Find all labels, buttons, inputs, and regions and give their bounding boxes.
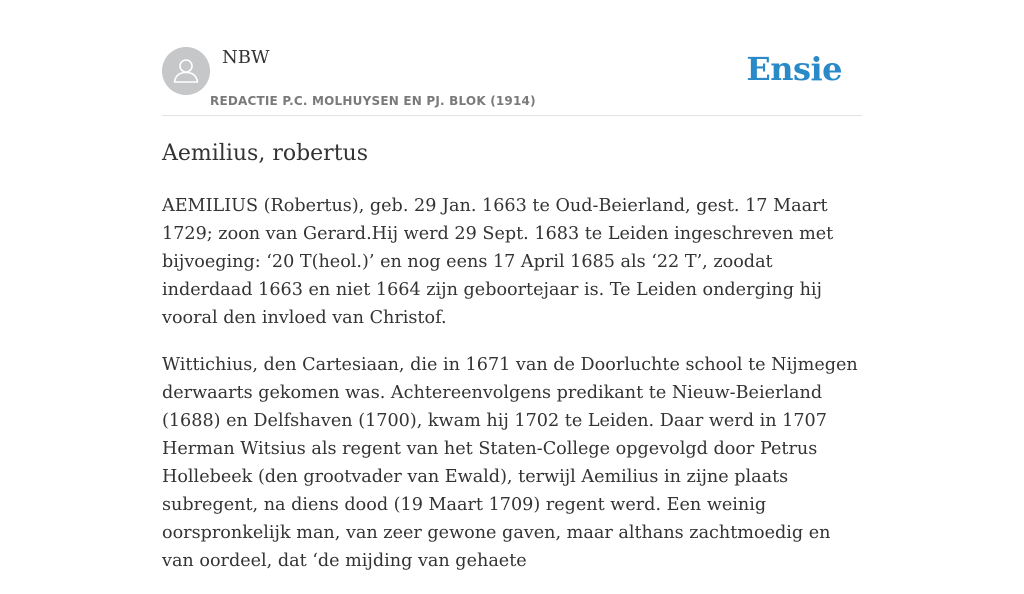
user-avatar-icon[interactable] (162, 47, 210, 95)
ensie-logo-link[interactable]: Ensie (746, 50, 842, 88)
source-header (162, 0, 862, 116)
source-name[interactable]: NBW (222, 47, 270, 68)
source-subtitle: REDACTIE P.C. MOLHUYSEN EN PJ. BLOK (1914) (210, 94, 536, 108)
article-paragraph-1: AEMILIUS (Robertus), geb. 29 Jan. 1663 te Oud-Beierland, gest. 17 Maart 1729; zoon van Gerard.Hij werd 29 Sept. 1683 te Leiden ingeschreven met bijvoeging: ‘20 T(heol.)’ en nog eens 17 April 1685 als ‘22 T’, zoodat inderdaad 1663 en niet 1664 zijn geboortejaar is. Te Leiden onderging hij vooral den invloed van Christof. (162, 196, 834, 328)
article-paragraph-2: Wittichius, den Cartesiaan, die in 1671 van de Doorluchte school te Nijmegen derwaarts gekomen was. Achtereenvolgens predikant te Nieuw-Beierland (1688) en Delfshaven (1700), kwam hij 1702 te Leiden. Daar werd in 1707 Herman Witsius als regent van het Staten-College opgevolgd door Petrus Hollebeek (den grootvader van Ewald), terwijl Aemilius in zijne plaats subregent, na diens dood (19 Maart 1709) regent werd. Een weinig oorspronkelijk man, van zeer gewone gaven, maar althans zachtmoedig en van oordeel, dat ‘de mijding van gehaete (162, 355, 858, 571)
page (162, 0, 862, 571)
article-body (162, 192, 862, 594)
article-title: Aemilius, robertus (162, 141, 369, 166)
